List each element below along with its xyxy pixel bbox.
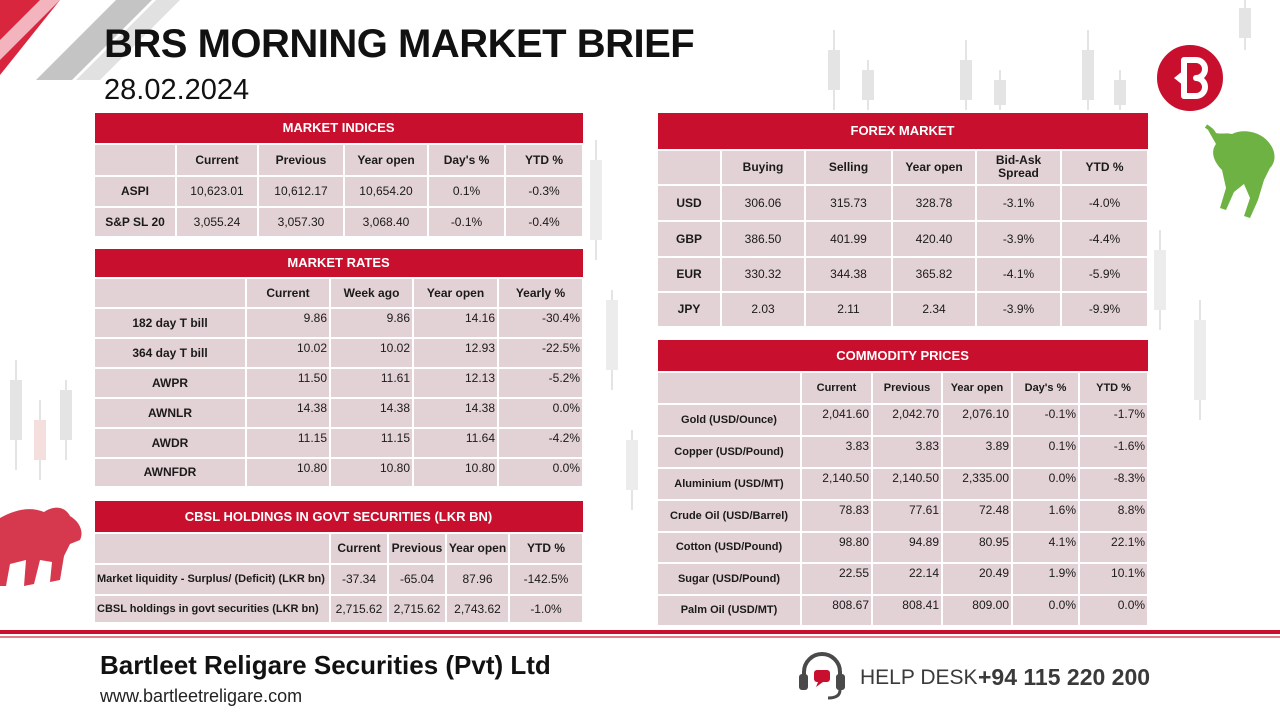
row-label: Crude Oil (USD/Barrel) xyxy=(657,500,801,532)
table-cell: -1.7% xyxy=(1079,404,1148,436)
table-row xyxy=(657,221,1148,257)
commodity-prices-title: COMMODITY PRICES xyxy=(657,340,1148,372)
brs-logo-icon xyxy=(1150,42,1230,114)
column-header: Previous xyxy=(872,372,942,404)
table-cell: 14.38 xyxy=(413,398,498,428)
table-cell: 10,654.20 xyxy=(344,176,428,207)
table-cell: 809.00 xyxy=(942,595,1012,626)
table-cell: 328.78 xyxy=(892,185,976,221)
row-label: Copper (USD/Pound) xyxy=(657,436,801,468)
table-cell: 14.16 xyxy=(413,308,498,338)
table-cell: 10,612.17 xyxy=(258,176,344,207)
column-header: YTD % xyxy=(1061,150,1148,185)
table-cell: 10.1% xyxy=(1079,563,1148,595)
table-cell: 3.89 xyxy=(942,436,1012,468)
table-cell: 2.03 xyxy=(721,292,805,327)
table-cell: 94.89 xyxy=(872,532,942,563)
column-header: Previous xyxy=(258,144,344,176)
company-name: Bartleet Religare Securities (Pvt) Ltd xyxy=(100,650,551,680)
table-cell: 11.15 xyxy=(330,428,413,458)
table-cell: 2,041.60 xyxy=(801,404,872,436)
forex-market-title: FOREX MARKET xyxy=(657,113,1148,150)
table-cell: 2,715.62 xyxy=(330,595,388,623)
row-label: Gold (USD/Ounce) xyxy=(657,404,801,436)
table-cell: 10,623.01 xyxy=(176,176,258,207)
table-cell: -4.0% xyxy=(1061,185,1148,221)
table-cell: 12.13 xyxy=(413,368,498,398)
table-cell: -22.5% xyxy=(498,338,583,368)
column-header xyxy=(657,372,801,404)
footer-divider xyxy=(0,630,1280,634)
table-row xyxy=(94,595,583,623)
table-cell: 14.38 xyxy=(330,398,413,428)
table-cell: 420.40 xyxy=(892,221,976,257)
table-cell: 22.14 xyxy=(872,563,942,595)
table-cell: -4.1% xyxy=(976,257,1061,292)
column-header: Week ago xyxy=(330,278,413,308)
website-link[interactable]: www.bartleetreligare.com xyxy=(100,686,303,706)
row-label: ASPI xyxy=(94,176,176,207)
market-indices-table xyxy=(93,112,584,238)
column-header xyxy=(94,144,176,176)
table-cell: 9.86 xyxy=(330,308,413,338)
table-row xyxy=(94,176,583,207)
table-cell: 8.8% xyxy=(1079,500,1148,532)
table-cell: 10.02 xyxy=(246,338,330,368)
table-cell: -9.9% xyxy=(1061,292,1148,327)
row-label: EUR xyxy=(657,257,721,292)
table-cell: 2,042.70 xyxy=(872,404,942,436)
table-cell: -37.34 xyxy=(330,564,388,595)
column-header: Year open xyxy=(344,144,428,176)
column-header: Bid-Ask Spread xyxy=(976,150,1061,185)
commodity-prices-table xyxy=(656,339,1149,627)
column-header: Previous xyxy=(388,533,446,564)
table-cell: 2,140.50 xyxy=(801,468,872,500)
column-header: Buying xyxy=(721,150,805,185)
table-cell: 98.80 xyxy=(801,532,872,563)
table-row xyxy=(94,428,583,458)
table-row xyxy=(657,292,1148,327)
table-cell: -3.9% xyxy=(976,292,1061,327)
column-header: Current xyxy=(801,372,872,404)
table-cell: 3.83 xyxy=(801,436,872,468)
table-row xyxy=(94,207,583,237)
table-cell: 2,076.10 xyxy=(942,404,1012,436)
table-row xyxy=(94,368,583,398)
row-label: AWNLR xyxy=(94,398,246,428)
table-cell: -0.1% xyxy=(1012,404,1079,436)
column-header: YTD % xyxy=(1079,372,1148,404)
row-label: S&P SL 20 xyxy=(94,207,176,237)
table-cell: 10.02 xyxy=(330,338,413,368)
table-row xyxy=(94,308,583,338)
table-row xyxy=(657,563,1148,595)
help-desk-label: HELP DESK xyxy=(860,666,978,689)
table-row xyxy=(657,436,1148,468)
table-cell: 80.95 xyxy=(942,532,1012,563)
table-cell: 2,743.62 xyxy=(446,595,509,623)
column-header: Day's % xyxy=(1012,372,1079,404)
table-cell: 11.50 xyxy=(246,368,330,398)
table-cell: 3,055.24 xyxy=(176,207,258,237)
table-cell: -3.9% xyxy=(976,221,1061,257)
market-indices-title: MARKET INDICES xyxy=(94,113,583,144)
cbsl-holdings-title: CBSL HOLDINGS IN GOVT SECURITIES (LKR BN) xyxy=(94,501,583,533)
table-cell: -8.3% xyxy=(1079,468,1148,500)
row-label: Market liquidity - Surplus/ (Deficit) (LKR bn) xyxy=(94,564,330,595)
table-cell: 2.34 xyxy=(892,292,976,327)
table-row xyxy=(94,564,583,595)
table-cell: 330.32 xyxy=(721,257,805,292)
table-cell: 14.38 xyxy=(246,398,330,428)
help-desk-number[interactable]: +94 115 220 200 xyxy=(978,664,1151,690)
table-cell: 22.1% xyxy=(1079,532,1148,563)
table-row xyxy=(94,398,583,428)
row-label: AWNFDR xyxy=(94,458,246,487)
column-header: YTD % xyxy=(505,144,583,176)
row-label: 364 day T bill xyxy=(94,338,246,368)
table-cell: 2,140.50 xyxy=(872,468,942,500)
table-cell: -0.1% xyxy=(428,207,505,237)
row-label: CBSL holdings in govt securities (LKR bn) xyxy=(94,595,330,623)
bear-icon xyxy=(0,500,86,592)
table-cell: -4.2% xyxy=(498,428,583,458)
table-cell: 77.61 xyxy=(872,500,942,532)
table-cell: 4.1% xyxy=(1012,532,1079,563)
row-label: 182 day T bill xyxy=(94,308,246,338)
table-cell: 3,068.40 xyxy=(344,207,428,237)
row-label: Palm Oil (USD/MT) xyxy=(657,595,801,626)
table-cell: 10.80 xyxy=(330,458,413,487)
table-row xyxy=(94,338,583,368)
report-date: 28.02.2024 xyxy=(104,74,250,106)
table-cell: 10.80 xyxy=(413,458,498,487)
market-rates-title: MARKET RATES xyxy=(94,249,583,278)
table-cell: 365.82 xyxy=(892,257,976,292)
table-cell: 20.49 xyxy=(942,563,1012,595)
table-row xyxy=(657,257,1148,292)
table-cell: -1.0% xyxy=(509,595,583,623)
table-cell: 0.0% xyxy=(1079,595,1148,626)
table-cell: -30.4% xyxy=(498,308,583,338)
table-cell: 78.83 xyxy=(801,500,872,532)
table-cell: 2.11 xyxy=(805,292,892,327)
table-cell: -65.04 xyxy=(388,564,446,595)
column-header: Year open xyxy=(942,372,1012,404)
table-cell: 3,057.30 xyxy=(258,207,344,237)
table-cell: 3.83 xyxy=(872,436,942,468)
column-header xyxy=(94,278,246,308)
table-cell: 306.06 xyxy=(721,185,805,221)
column-header: Year open xyxy=(892,150,976,185)
table-cell: 12.93 xyxy=(413,338,498,368)
table-cell: 386.50 xyxy=(721,221,805,257)
footer-divider-thin xyxy=(0,636,1280,638)
table-cell: 11.64 xyxy=(413,428,498,458)
table-cell: 401.99 xyxy=(805,221,892,257)
table-cell: 0.0% xyxy=(1012,468,1079,500)
cbsl-holdings-table xyxy=(93,500,584,624)
column-header: Year open xyxy=(446,533,509,564)
column-header xyxy=(657,150,721,185)
table-cell: 87.96 xyxy=(446,564,509,595)
table-cell: 1.9% xyxy=(1012,563,1079,595)
column-header: Day's % xyxy=(428,144,505,176)
table-cell: 11.15 xyxy=(246,428,330,458)
table-cell: 808.67 xyxy=(801,595,872,626)
table-row xyxy=(657,404,1148,436)
table-row xyxy=(657,595,1148,626)
table-cell: 0.0% xyxy=(1012,595,1079,626)
table-cell: -5.2% xyxy=(498,368,583,398)
table-cell: -0.3% xyxy=(505,176,583,207)
column-header: Current xyxy=(330,533,388,564)
table-cell: -4.4% xyxy=(1061,221,1148,257)
table-row xyxy=(657,185,1148,221)
table-cell: 0.0% xyxy=(498,398,583,428)
row-label: USD xyxy=(657,185,721,221)
column-header: Selling xyxy=(805,150,892,185)
table-row xyxy=(657,468,1148,500)
table-cell: 1.6% xyxy=(1012,500,1079,532)
table-row xyxy=(94,458,583,487)
market-rates-table xyxy=(93,248,584,488)
table-cell: 10.80 xyxy=(246,458,330,487)
row-label: GBP xyxy=(657,221,721,257)
table-cell: 315.73 xyxy=(805,185,892,221)
table-cell: 808.41 xyxy=(872,595,942,626)
row-label: Sugar (USD/Pound) xyxy=(657,563,801,595)
row-label: AWPR xyxy=(94,368,246,398)
table-cell: 344.38 xyxy=(805,257,892,292)
row-label: AWDR xyxy=(94,428,246,458)
column-header: Yearly % xyxy=(498,278,583,308)
row-label: Aluminium (USD/MT) xyxy=(657,468,801,500)
table-cell: -1.6% xyxy=(1079,436,1148,468)
table-cell: 2,715.62 xyxy=(388,595,446,623)
table-cell: -5.9% xyxy=(1061,257,1148,292)
column-header xyxy=(94,533,330,564)
column-header: Year open xyxy=(413,278,498,308)
table-cell: 22.55 xyxy=(801,563,872,595)
table-cell: -0.4% xyxy=(505,207,583,237)
table-cell: -142.5% xyxy=(509,564,583,595)
table-row xyxy=(657,532,1148,563)
column-header: Current xyxy=(176,144,258,176)
table-cell: 2,335.00 xyxy=(942,468,1012,500)
table-cell: 0.1% xyxy=(1012,436,1079,468)
table-cell: 0.0% xyxy=(498,458,583,487)
column-header: YTD % xyxy=(509,533,583,564)
table-cell: 72.48 xyxy=(942,500,1012,532)
table-cell: 9.86 xyxy=(246,308,330,338)
column-header: Current xyxy=(246,278,330,308)
row-label: Cotton (USD/Pound) xyxy=(657,532,801,563)
forex-market-table xyxy=(656,112,1149,328)
table-cell: 11.61 xyxy=(330,368,413,398)
row-label: JPY xyxy=(657,292,721,327)
table-cell: 0.1% xyxy=(428,176,505,207)
table-cell: -3.1% xyxy=(976,185,1061,221)
page-title: BRS MORNING MARKET BRIEF xyxy=(104,22,695,66)
table-row xyxy=(657,500,1148,532)
headset-icon xyxy=(796,648,848,700)
bull-icon xyxy=(1204,118,1280,222)
